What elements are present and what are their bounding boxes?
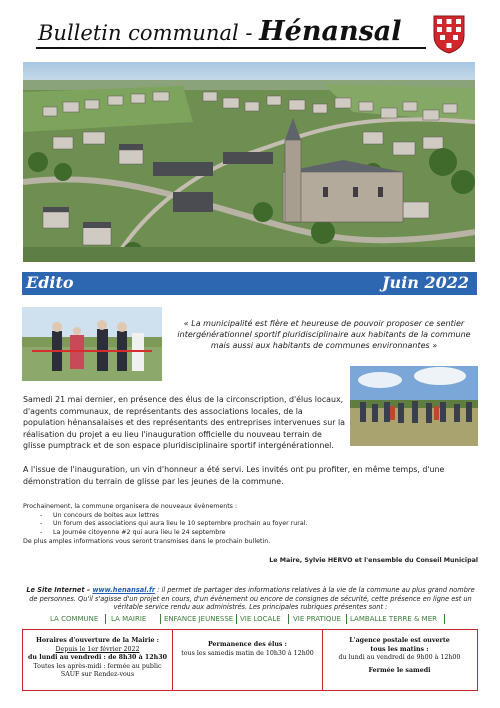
post-office-closed: Fermée le samedi: [368, 666, 431, 674]
info-boxes: [22, 629, 478, 691]
elus-box: [173, 630, 323, 690]
mairie-appointment: SAUF sur Rendez-vous: [60, 671, 135, 679]
commune-name: Hénansal: [259, 16, 402, 47]
divider: [105, 614, 106, 624]
mairie-hours-box: [23, 630, 173, 690]
bulletin-header: [36, 14, 436, 52]
edito-paragraph-1: Samedi 21 mai dernier, en présence des élus de la circonscription, d'élus locaux, d'agents communaux, de représentants des associations locales, de la population hénansalaises et des représentants des entreprises intervenues sur la réalisation du projet a eu lieu l'inauguration officielle du nouveau terrain de glisse pumptrack et de son espace pluridisciplinaire sportif intergénérationnel.: [23, 395, 346, 451]
edito-paragraph-2: A l'issue de l'inauguration, un vin d'honneur a été servi. Les invités ont pu profiter, en même temps, d'une démonstration du terrain de glisse par les jeunes de la commune.: [23, 465, 445, 486]
section-la-commune: LA COMMUNE: [50, 615, 99, 623]
mairie-since: Depuis le 1er février 2022: [55, 645, 140, 653]
bulletin-title-prefix: Bulletin communal -: [38, 21, 260, 45]
events-outro: De plus amples informations vous seront transmises dans le prochain bulletin.: [23, 537, 271, 545]
list-item: - La Journée citoyenne #2 qui aura lieu le 24 septembre: [23, 529, 478, 538]
upcoming-events: [23, 503, 478, 547]
mairie-afternoons: Toutes les après-midi : fermée au public: [33, 662, 162, 670]
mairie-hours-title: Horaires d'ouverture de la Mairie :: [35, 637, 160, 644]
elus-title: Permanence des élus :: [207, 641, 287, 648]
edito-banner: [22, 272, 477, 295]
mayor-quote: « La municipalité est fière et heureuse de pouvoir proposer ce sentier intergénérationnel sportif pluridisciplinaire aux habitants de la commune mais aussi aux habitants de communes environnantes »: [177, 319, 471, 350]
mairie-hours: du lundi au vendredi : de 8h30 à 12h30: [28, 654, 167, 662]
section-enfance-jeunesse: ENFANCE JEUNESSE: [164, 615, 234, 623]
list-item: - Un concours de boites aux lettres: [23, 512, 478, 521]
edito-heading: Edito: [26, 273, 74, 292]
events-intro: Prochainement, la commune organisera de nouveaux évènements :: [23, 503, 238, 510]
website-paragraph: [23, 586, 478, 612]
post-office-box: [323, 630, 476, 690]
divider: [346, 614, 347, 624]
website-sections: [50, 615, 480, 627]
inauguration-photo: [22, 307, 162, 381]
aerial-village-photo: [23, 62, 475, 262]
section-vie-pratique: VIE PRATIQUE: [293, 615, 341, 623]
crowd-photo: [350, 366, 478, 446]
header-underline: [36, 47, 426, 49]
section-vie-locale: VIE LOCALE: [240, 615, 281, 623]
website-label: Le Site Internet –: [26, 586, 93, 594]
signature: Le Maire, Sylvie HERVO et l'ensemble du Conseil Municipal: [269, 557, 478, 564]
divider: [444, 614, 445, 624]
section-la-mairie: LA MAIRIE: [111, 615, 147, 623]
issue-date: Juin 2022: [381, 273, 469, 292]
elus-hours: tous les samedis matin de 10h30 à 12h00: [181, 649, 314, 657]
post-office-subtitle: tous les matins :: [370, 645, 429, 653]
section-lamballe-terre-mer: LAMBALLE TERRE & MER: [350, 615, 438, 623]
coat-of-arms-icon: [432, 14, 466, 54]
bulletin-title: [38, 16, 402, 47]
post-office-hours: du lundi au vendredi de 9h00 à 12h00: [338, 654, 461, 662]
website-link[interactable]: www.henansal.fr: [92, 586, 156, 594]
post-office-title: L'agence postale est ouverte: [349, 637, 450, 644]
list-item: - Un forum des associations qui aura lieu le 10 septembre prochain au foyer rural.: [23, 520, 478, 529]
divider: [160, 614, 161, 624]
divider: [288, 614, 289, 624]
website-description: : il permet de partager des informations relatives à la vie de la commune au plus grand nombre de personnes. Qu'il s'agisse d'un projet en cours, d'un évènement ou encore de consignes de sécurité, cette présence en ligne est un véritable service rendu aux administrés. Les principales rubriques présentes sont :: [29, 586, 475, 612]
divider: [236, 614, 237, 624]
events-list: [23, 512, 478, 538]
